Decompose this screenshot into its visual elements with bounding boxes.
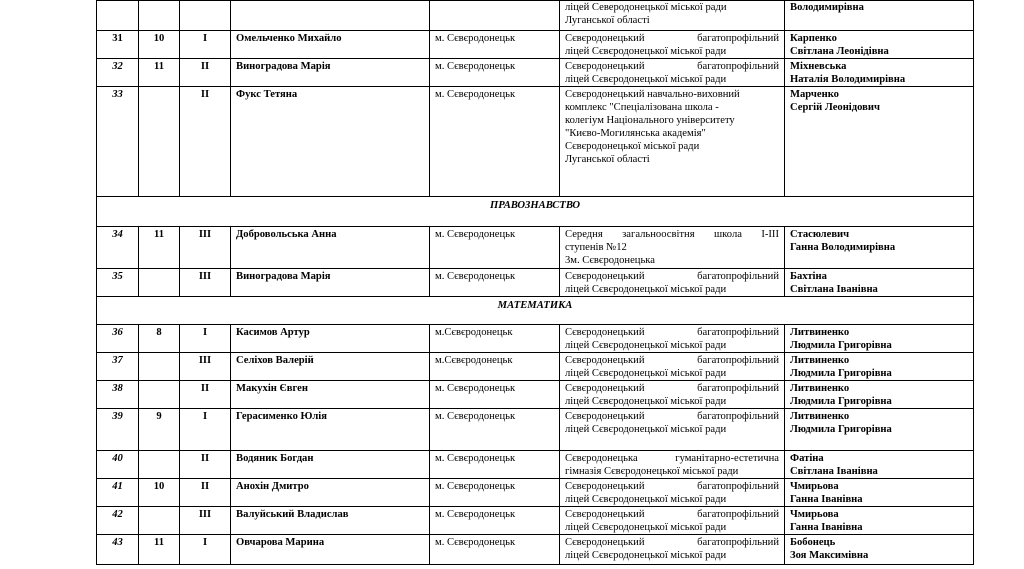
- school-line: Сєвєродонецький багатопрофільний: [565, 537, 779, 548]
- school-line: гімназія Сєвєродонецької міської ради: [565, 466, 739, 477]
- table-row: [97, 269, 974, 297]
- row-number-cell: 37: [97, 353, 139, 381]
- school-line: Сєвєродонецький багатопрофільний: [565, 271, 779, 282]
- school-line: Сєвєродонецький багатопрофільний: [565, 355, 779, 366]
- place-cell: I: [180, 535, 231, 565]
- teacher-line: Чмирьова: [790, 509, 839, 520]
- teacher-line: Світлана Іванівна: [790, 466, 878, 477]
- grade-cell: 10: [139, 31, 180, 59]
- place-cell: II: [180, 381, 231, 409]
- teacher-cell: [785, 507, 974, 535]
- school-line: Сєвєродонецький навчально-виховний: [565, 89, 740, 100]
- city-cell: м. Сєвєродонецьк: [430, 31, 560, 59]
- teacher-cell: [785, 87, 974, 197]
- row-number-cell: 40: [97, 451, 139, 479]
- school-cell: [560, 381, 785, 409]
- row-number-cell: 39: [97, 409, 139, 451]
- place-cell: I: [180, 409, 231, 451]
- row-number-cell: 34: [97, 227, 139, 269]
- student-name-cell: Валуйський Владислав: [231, 507, 430, 535]
- city-cell: м. Сєвєродонецьк: [430, 59, 560, 87]
- table-row: [97, 381, 974, 409]
- place-cell: II: [180, 451, 231, 479]
- table-row: [97, 31, 974, 59]
- place-cell: I: [180, 31, 231, 59]
- teacher-line: Людмила Григорівна: [790, 396, 892, 407]
- city-cell: м. Сєвєродонецьк: [430, 507, 560, 535]
- teacher-line: Бобонець: [790, 537, 836, 548]
- school-line: колегіум Національного університету: [565, 115, 735, 126]
- school-line: Середня загальноосвітня школа I-III: [565, 229, 779, 240]
- grade-cell: [139, 353, 180, 381]
- school-line: ліцей Сєвєродонецької міської ради: [565, 368, 727, 379]
- school-cell: [560, 479, 785, 507]
- teacher-line: Людмила Григорівна: [790, 340, 892, 351]
- school-cell: [560, 59, 785, 87]
- school-cell: [560, 87, 785, 197]
- school-line: Сєвєродонецький багатопрофільний: [565, 383, 779, 394]
- city-cell: м. Сєвєродонецьк: [430, 269, 560, 297]
- place-cell: III: [180, 353, 231, 381]
- row-number-cell: 33: [97, 87, 139, 197]
- grade-cell: 8: [139, 325, 180, 353]
- school-line: ступенів №12: [565, 242, 627, 253]
- teacher-cell: [785, 31, 974, 59]
- section-title: ПРАВОЗНАВСТВО: [97, 197, 974, 227]
- city-cell: м. Сєвєродонецьк: [430, 409, 560, 451]
- table-row: [97, 87, 974, 197]
- school-line: ліцей Сєвєродонецької міської ради: [565, 340, 727, 351]
- student-name-cell: Селіхов Валерій: [231, 353, 430, 381]
- school-cell: [560, 269, 785, 297]
- school-line: Сєвєродонецький багатопрофільний: [565, 509, 779, 520]
- city-cell: м. Сєвєродонецьк: [430, 87, 560, 197]
- school-line: Луганської області: [565, 15, 650, 26]
- teacher-line: Чмирьова: [790, 481, 839, 492]
- row-number-cell: 31: [97, 31, 139, 59]
- school-cell: [560, 325, 785, 353]
- teacher-line: Зоя Максимівна: [790, 550, 869, 561]
- school-cell: [560, 1, 785, 31]
- grade-cell: [139, 507, 180, 535]
- grade-cell: [139, 1, 180, 31]
- table-row: [97, 59, 974, 87]
- teacher-line: Ганна Володимирівна: [790, 242, 896, 253]
- row-number-cell: 35: [97, 269, 139, 297]
- student-name-cell: Виноградова Марія: [231, 269, 430, 297]
- city-cell: м. Сєвєродонецьк: [430, 451, 560, 479]
- table-row: [97, 479, 974, 507]
- student-name-cell: Анохін Дмитро: [231, 479, 430, 507]
- place-cell: II: [180, 59, 231, 87]
- place-cell: II: [180, 479, 231, 507]
- teacher-line: Ганна Іванівна: [790, 494, 863, 505]
- table-row: [97, 325, 974, 353]
- city-cell: м.Сєвєродонецьк: [430, 325, 560, 353]
- teacher-line: Карпенко: [790, 33, 837, 44]
- place-cell: III: [180, 227, 231, 269]
- teacher-line: Наталія Володимирівна: [790, 74, 906, 85]
- school-line: ліцей Сєвєродонецької міської ради: [565, 46, 727, 57]
- teacher-line: Ганна Іванівна: [790, 522, 863, 533]
- school-line: Сєвєродонецький багатопрофільний: [565, 61, 779, 72]
- results-table: [96, 0, 974, 565]
- row-number-cell: [97, 1, 139, 31]
- teacher-line: Фатіна: [790, 453, 824, 464]
- teacher-line: Сергій Леонідович: [790, 102, 880, 113]
- teacher-line: Бахтіна: [790, 271, 827, 282]
- school-line: ліцей Северодонецької міської ради: [565, 2, 727, 13]
- student-name-cell: Фукс Тетяна: [231, 87, 430, 197]
- teacher-cell: [785, 227, 974, 269]
- teacher-line: Марченко: [790, 89, 839, 100]
- school-cell: [560, 451, 785, 479]
- school-line: ліцей Сєвєродонецької міської ради: [565, 522, 727, 533]
- grade-cell: 11: [139, 227, 180, 269]
- teacher-cell: [785, 479, 974, 507]
- school-line: Сєвєродонецький багатопрофільний: [565, 411, 779, 422]
- school-line: ліцей Сєвєродонецької міської ради: [565, 396, 727, 407]
- city-cell: м. Сєвєродонецьк: [430, 535, 560, 565]
- city-cell: м. Сєвєродонецьк: [430, 479, 560, 507]
- table-body: [97, 1, 974, 565]
- teacher-cell: [785, 353, 974, 381]
- section-header-row: [97, 197, 974, 227]
- teacher-line: Володимирівна: [790, 2, 864, 13]
- student-name-cell: Овчарова Марина: [231, 535, 430, 565]
- row-number-cell: 41: [97, 479, 139, 507]
- school-cell: [560, 409, 785, 451]
- school-cell: [560, 353, 785, 381]
- city-cell: м. Сєвєродонецьк: [430, 227, 560, 269]
- school-cell: [560, 507, 785, 535]
- school-line: Сєвєродонецької міської ради: [565, 141, 700, 152]
- student-name-cell: [231, 1, 430, 31]
- grade-cell: [139, 381, 180, 409]
- teacher-line: Людмила Григорівна: [790, 368, 892, 379]
- city-cell: м.Сєвєродонецьк: [430, 353, 560, 381]
- school-cell: [560, 227, 785, 269]
- school-cell: [560, 535, 785, 565]
- school-line: Сєвєродонецький багатопрофільний: [565, 481, 779, 492]
- school-line: ліцей Сєвєродонецької міської ради: [565, 494, 727, 505]
- teacher-line: Міхневська: [790, 61, 847, 72]
- school-line: Сєвєродонецька гуманітарно-естетична: [565, 453, 779, 464]
- teacher-line: Світлана Іванівна: [790, 284, 878, 295]
- table-row: [97, 227, 974, 269]
- place-cell: [180, 1, 231, 31]
- table-row: [97, 451, 974, 479]
- school-line: Сєвєродонецький багатопрофільний: [565, 33, 779, 44]
- teacher-cell: [785, 269, 974, 297]
- row-number-cell: 32: [97, 59, 139, 87]
- student-name-cell: Герасименко Юлія: [231, 409, 430, 451]
- school-line: ліцей Сєвєродонецької міської ради: [565, 284, 727, 295]
- teacher-line: Литвиненко: [790, 383, 850, 394]
- row-number-cell: 42: [97, 507, 139, 535]
- grade-cell: [139, 269, 180, 297]
- student-name-cell: Водяник Богдан: [231, 451, 430, 479]
- grade-cell: [139, 451, 180, 479]
- school-line: ліцей Сєвєродонецької міської ради: [565, 550, 727, 561]
- student-name-cell: Макухін Євген: [231, 381, 430, 409]
- student-name-cell: Омельченко Михайло: [231, 31, 430, 59]
- teacher-line: Людмила Григорівна: [790, 424, 892, 435]
- teacher-line: Світлана Леонідівна: [790, 46, 889, 57]
- table-row: [97, 409, 974, 451]
- section-title: МАТЕМАТИКА: [97, 297, 974, 325]
- teacher-cell: [785, 325, 974, 353]
- place-cell: II: [180, 87, 231, 197]
- table-row: [97, 507, 974, 535]
- school-line: "Києво-Могилянська академія": [565, 128, 706, 139]
- school-line: комплекс "Спеціалізована школа -: [565, 102, 719, 113]
- grade-cell: 11: [139, 59, 180, 87]
- school-line: Сєвєродонецький багатопрофільний: [565, 327, 779, 338]
- grade-cell: 10: [139, 479, 180, 507]
- place-cell: I: [180, 325, 231, 353]
- city-cell: [430, 1, 560, 31]
- city-cell: м. Сєвєродонецьк: [430, 381, 560, 409]
- row-number-cell: 43: [97, 535, 139, 565]
- grade-cell: 11: [139, 535, 180, 565]
- school-cell: [560, 31, 785, 59]
- teacher-line: Стасюлевич: [790, 229, 850, 240]
- teacher-cell: [785, 1, 974, 31]
- grade-cell: 9: [139, 409, 180, 451]
- student-name-cell: Касимов Артур: [231, 325, 430, 353]
- teacher-cell: [785, 409, 974, 451]
- teacher-cell: [785, 451, 974, 479]
- school-line: 3м. Сєвєродонецька: [565, 255, 655, 266]
- teacher-cell: [785, 535, 974, 565]
- student-name-cell: Добровольська Анна: [231, 227, 430, 269]
- teacher-cell: [785, 381, 974, 409]
- row-number-cell: 38: [97, 381, 139, 409]
- table-row: [97, 1, 974, 31]
- grade-cell: [139, 87, 180, 197]
- student-name-cell: Виноградова Марія: [231, 59, 430, 87]
- teacher-line: Литвиненко: [790, 411, 850, 422]
- place-cell: III: [180, 507, 231, 535]
- table-row: [97, 353, 974, 381]
- teacher-cell: [785, 59, 974, 87]
- school-line: Луганської області: [565, 154, 650, 165]
- teacher-line: Литвиненко: [790, 355, 850, 366]
- place-cell: III: [180, 269, 231, 297]
- table-row: [97, 535, 974, 565]
- school-line: ліцей Сєвєродонецької міської ради: [565, 74, 727, 85]
- row-number-cell: 36: [97, 325, 139, 353]
- school-line: ліцей Сєвєродонецької міської ради: [565, 424, 727, 435]
- section-header-row: [97, 297, 974, 325]
- teacher-line: Литвиненко: [790, 327, 850, 338]
